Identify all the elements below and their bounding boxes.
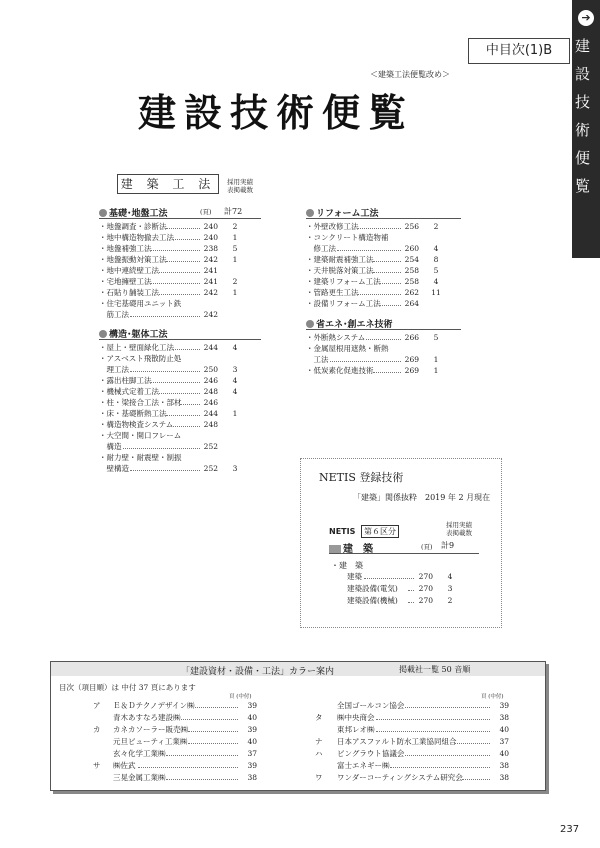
item-page: 252 xyxy=(203,442,218,451)
item-label: ・住宅基礎用ユニット鉄 xyxy=(99,299,182,308)
dot-leader xyxy=(408,590,414,591)
page-header-right: 頁 (中付) xyxy=(481,694,504,700)
dot-leader xyxy=(373,372,401,373)
item-count: 1 xyxy=(433,355,439,364)
dot-leader xyxy=(188,731,238,732)
dot-leader xyxy=(373,272,401,273)
list-item xyxy=(306,354,461,365)
category-label: リフォーム工法 xyxy=(316,209,379,219)
item-label: ・外断熱システム xyxy=(306,333,366,342)
company-page: 40 xyxy=(499,725,509,734)
dot-leader xyxy=(358,228,401,229)
company-name: 元旦ビューティ工業㈱ xyxy=(113,737,188,746)
dot-leader xyxy=(380,283,401,284)
item-count: 1 xyxy=(433,366,439,375)
dot-leader xyxy=(373,261,401,262)
item-label: ・耐力壁・耐震壁・制振 xyxy=(99,453,182,462)
item-count: 4 xyxy=(232,376,238,385)
list-item xyxy=(99,364,261,375)
company-page: 38 xyxy=(499,713,509,722)
divider xyxy=(99,218,261,219)
list-item xyxy=(99,353,261,364)
side-tab-label: 建設技術便覧 xyxy=(573,38,591,206)
item-label: 建築設備(電気) xyxy=(347,584,398,593)
directory-intro: 目次（項目順）は 中付 37 頁にあります xyxy=(59,683,196,692)
subtitle: ＜建築工法便覧改め＞ xyxy=(370,70,450,79)
section-heading: 建 築 工 法 xyxy=(117,174,219,194)
company-name: カネカソーラー販売㈱ xyxy=(113,725,188,734)
list-item xyxy=(306,232,461,243)
arrow-right-icon: ➔ xyxy=(578,10,594,26)
list-item xyxy=(306,343,461,354)
company-name: 玄々化学工業㈱ xyxy=(113,749,166,758)
item-count: 5 xyxy=(433,266,439,275)
item-page: 266 xyxy=(404,333,419,342)
netis-title: NETIS 登録技術 xyxy=(319,471,404,484)
item-count: 1 xyxy=(232,233,238,242)
netis-box xyxy=(300,458,502,628)
company-page: 40 xyxy=(247,737,257,746)
item-label: ・地中構造物撤去工法 xyxy=(99,233,174,242)
list-item xyxy=(99,342,261,353)
netis-logo: NETIS xyxy=(329,527,356,536)
item-page: 258 xyxy=(404,266,419,275)
page-header-left: 頁 (中付) xyxy=(229,694,252,700)
company-page: 38 xyxy=(499,761,509,770)
item-label: 修工法 xyxy=(306,244,336,253)
item-count: 1 xyxy=(232,409,238,418)
list-item xyxy=(347,583,477,594)
item-page: 242 xyxy=(203,288,218,297)
netis-excerpt: 「建築」関係抜粋 2019 年 2 月現在 xyxy=(353,493,491,502)
dot-leader xyxy=(151,382,200,383)
item-label: ・床・基礎断熱工法 xyxy=(99,409,167,418)
dot-leader xyxy=(462,779,490,780)
company-page: 39 xyxy=(247,701,257,710)
company-name: 日本アスファルト防水工業協同組合 xyxy=(337,737,457,746)
dot-leader xyxy=(166,261,200,262)
list-item xyxy=(99,397,261,408)
company-name: 東邦レオ㈱ xyxy=(337,725,375,734)
dot-leader xyxy=(173,349,200,350)
divider xyxy=(306,329,461,330)
company-page: 39 xyxy=(247,761,257,770)
company-name: 青木あすなろ建設㈱ xyxy=(113,713,181,722)
list-item xyxy=(99,298,261,309)
item-count: 4 xyxy=(433,277,439,286)
company-name: ビングラウト協議会 xyxy=(337,749,405,758)
company-name: 三晃金属工業㈱ xyxy=(113,773,166,782)
netis-category: 建 築 xyxy=(329,540,373,555)
list-item xyxy=(306,276,461,287)
item-page: 264 xyxy=(404,299,419,308)
item-page: 241 xyxy=(203,266,218,275)
item-label: ・金属屋根用遮熱・断熱 xyxy=(306,344,389,353)
dot-leader xyxy=(380,305,401,306)
dot-leader xyxy=(166,779,238,780)
item-label: ・機械式定着工法 xyxy=(99,387,159,396)
total-count: 計72 xyxy=(224,207,243,216)
item-page: 270 xyxy=(418,572,433,581)
kana-index: ナ xyxy=(315,737,323,746)
item-count: 2 xyxy=(232,277,238,286)
item-label: ・外壁改修工法 xyxy=(306,222,359,231)
dot-leader xyxy=(166,755,238,756)
item-label: ・建築リフォーム工法 xyxy=(306,277,381,286)
bullet-icon xyxy=(99,209,107,217)
dot-leader xyxy=(390,767,490,768)
item-label: 工法 xyxy=(306,355,329,364)
item-page: 248 xyxy=(203,420,218,429)
item-count: 2 xyxy=(433,222,439,231)
company-page: 37 xyxy=(499,737,509,746)
dot-leader xyxy=(405,707,490,708)
dot-leader xyxy=(376,719,490,720)
list-item xyxy=(99,254,261,265)
dot-leader xyxy=(159,294,200,295)
company-page: 37 xyxy=(247,749,257,758)
item-page: 258 xyxy=(404,277,419,286)
company-name: Ｅ＆Ｄテクノデザイン㈱ xyxy=(113,701,195,710)
item-page: 240 xyxy=(203,233,218,242)
list-item xyxy=(99,452,261,463)
list-item xyxy=(99,375,261,386)
dot-leader xyxy=(337,250,401,251)
item-page: 269 xyxy=(404,355,419,364)
directory-banner: 「建設資材・設備・工法」カラー案内 xyxy=(181,667,335,677)
item-count: 1 xyxy=(232,288,238,297)
dot-leader xyxy=(188,743,238,744)
item-page: 244 xyxy=(203,343,218,352)
dot-leader xyxy=(123,448,200,449)
bullet-icon xyxy=(99,330,107,338)
item-label: ・柱・梁接合工法・部材 xyxy=(99,398,182,407)
dot-leader xyxy=(159,272,200,273)
dot-leader xyxy=(166,228,200,229)
item-page: 254 xyxy=(404,255,419,264)
item-label: ・コンクリート構造物補 xyxy=(306,233,389,242)
item-page: 238 xyxy=(203,244,218,253)
item-label: ・露出柱脚工法 xyxy=(99,376,152,385)
item-label: ・宅地擁壁工法 xyxy=(99,277,152,286)
item-page: 246 xyxy=(203,398,218,407)
dot-leader xyxy=(180,404,200,405)
list-item xyxy=(99,221,261,232)
list-item xyxy=(347,571,477,582)
list-item xyxy=(99,463,261,474)
dot-leader xyxy=(358,294,401,295)
kana-index: タ xyxy=(315,713,323,722)
company-page: 39 xyxy=(499,701,509,710)
item-label: ・設備リフォーム工法 xyxy=(306,299,381,308)
dot-leader xyxy=(166,415,200,416)
divider xyxy=(329,553,479,554)
item-label: ・天井脱落対策工法 xyxy=(306,266,374,275)
item-label: 構造 xyxy=(99,442,122,451)
company-name: ㈱中央商会 xyxy=(337,713,375,722)
item-page: 269 xyxy=(404,366,419,375)
list-item xyxy=(306,243,461,254)
item-page: 256 xyxy=(404,222,419,231)
kana-index: カ xyxy=(93,725,101,734)
company-name: 富士エネギー㈱ xyxy=(337,761,390,770)
item-count: 3 xyxy=(232,365,238,374)
item-count: 4 xyxy=(232,387,238,396)
kana-index: ハ xyxy=(315,749,323,758)
item-count: 3 xyxy=(447,584,453,593)
list-item xyxy=(99,441,261,452)
company-page: 40 xyxy=(499,749,509,758)
company-page: 39 xyxy=(247,725,257,734)
list-item xyxy=(306,287,461,298)
netis-count-header: 採用実績 表掲載数 xyxy=(446,521,472,537)
list-item xyxy=(306,365,461,376)
netis-total: 計9 xyxy=(441,541,455,550)
item-page: 246 xyxy=(203,376,218,385)
category-label: 基礎･地盤工法 xyxy=(109,209,168,219)
dot-leader xyxy=(130,316,200,317)
item-page: 244 xyxy=(203,409,218,418)
kana-index: ワ xyxy=(315,773,323,782)
list-item xyxy=(99,287,261,298)
item-label: ・構造物検査システム xyxy=(99,420,174,429)
list-item xyxy=(306,332,461,343)
item-label: ・アスベスト飛散防止処 xyxy=(99,354,182,363)
dot-leader xyxy=(455,743,490,744)
item-count: 4 xyxy=(433,244,439,253)
class-badge: 第６区分 xyxy=(361,525,399,538)
chapter-label: 中目次(1)B xyxy=(468,38,570,64)
count-header: 採用実績 表掲載数 xyxy=(227,178,253,194)
item-label: ・管路更生工法 xyxy=(306,288,359,297)
list-item xyxy=(306,254,461,265)
item-label: ・低炭素化促進技術 xyxy=(306,366,374,375)
item-count: 3 xyxy=(232,464,238,473)
item-label: ・大空間・開口フレーム xyxy=(99,431,182,440)
company-page: 38 xyxy=(247,773,257,782)
item-label: 建築 xyxy=(347,572,362,581)
item-label: 筋工法 xyxy=(99,310,129,319)
item-count: 11 xyxy=(431,288,441,297)
bullet-icon xyxy=(306,209,314,217)
item-label: 壁構造 xyxy=(99,464,129,473)
company-name: ㈱佐武 xyxy=(113,761,136,770)
dot-leader xyxy=(151,250,200,251)
list-item xyxy=(306,298,461,309)
item-count: 5 xyxy=(232,244,238,253)
item-page: 248 xyxy=(203,387,218,396)
list-item xyxy=(306,265,461,276)
dot-leader xyxy=(173,239,200,240)
page-title: 建設技術便覧 xyxy=(138,90,415,135)
item-label: ・地盤振動対策工法 xyxy=(99,255,167,264)
item-count: 4 xyxy=(232,343,238,352)
item-count: 4 xyxy=(447,572,453,581)
company-page: 38 xyxy=(499,773,509,782)
item-page: 270 xyxy=(418,596,433,605)
divider xyxy=(99,339,261,340)
item-count: 1 xyxy=(232,255,238,264)
item-label: ・地盤調査・診断法 xyxy=(99,222,167,231)
item-label: ・地盤補強工法 xyxy=(99,244,152,253)
list-item xyxy=(347,595,477,606)
dot-leader xyxy=(151,283,200,284)
page-number: 237 xyxy=(560,824,580,835)
item-label: 建築設備(機械) xyxy=(347,596,398,605)
item-label: ・地中連続壁工法 xyxy=(99,266,159,275)
item-label: ・石貼り舗装工法 xyxy=(99,288,159,297)
item-count: 2 xyxy=(447,596,453,605)
item-count: 8 xyxy=(433,255,439,264)
item-page: 242 xyxy=(203,255,218,264)
category-label: 省エネ･創エネ技術 xyxy=(316,320,393,330)
item-label: 理工法 xyxy=(99,365,129,374)
dot-leader xyxy=(130,371,200,372)
dot-leader xyxy=(366,339,401,340)
list-item xyxy=(99,430,261,441)
dot-leader xyxy=(138,767,238,768)
company-name: ワンダーコーティングシステム研究会 xyxy=(337,773,463,782)
item-page: 250 xyxy=(203,365,218,374)
item-page: 242 xyxy=(203,310,218,319)
category-label: 構造･躯体工法 xyxy=(109,330,168,340)
dot-leader xyxy=(195,707,238,708)
list-item xyxy=(99,309,261,320)
dot-leader xyxy=(408,602,414,603)
dot-leader xyxy=(130,470,200,471)
item-page: 270 xyxy=(418,584,433,593)
page-column-header: (頁) xyxy=(200,208,212,216)
list-item xyxy=(99,243,261,254)
bullet-icon xyxy=(306,320,314,328)
company-name: 全国ゴールコン協会 xyxy=(337,701,405,710)
dot-leader xyxy=(159,393,200,394)
dot-leader xyxy=(181,719,238,720)
directory-note: 掲載社一覧 50 音順 xyxy=(399,665,471,674)
list-item xyxy=(99,386,261,397)
directory-box xyxy=(50,661,546,791)
list-item xyxy=(99,408,261,419)
company-page: 40 xyxy=(247,713,257,722)
item-page: 240 xyxy=(203,222,218,231)
netis-page-header: (頁) xyxy=(421,543,433,551)
item-page: 262 xyxy=(404,288,419,297)
dot-leader xyxy=(364,578,414,579)
netis-sub: ・建 築 xyxy=(331,561,363,570)
dot-leader xyxy=(173,426,200,427)
item-page: 241 xyxy=(203,277,218,286)
list-item xyxy=(99,232,261,243)
dot-leader xyxy=(405,755,490,756)
item-count: 5 xyxy=(433,333,439,342)
kana-index: サ xyxy=(93,761,101,770)
dot-leader xyxy=(330,361,401,362)
divider xyxy=(306,218,461,219)
item-page: 252 xyxy=(203,464,218,473)
item-label: ・建築耐震補強工法 xyxy=(306,255,374,264)
item-count: 2 xyxy=(232,222,238,231)
item-page: 260 xyxy=(404,244,419,253)
item-label: ・屋上・壁面緑化工法 xyxy=(99,343,174,352)
list-item xyxy=(99,419,261,430)
list-item xyxy=(306,221,461,232)
dot-leader xyxy=(376,731,490,732)
list-item xyxy=(99,265,261,276)
kana-index: ア xyxy=(93,701,101,710)
list-item xyxy=(99,276,261,287)
